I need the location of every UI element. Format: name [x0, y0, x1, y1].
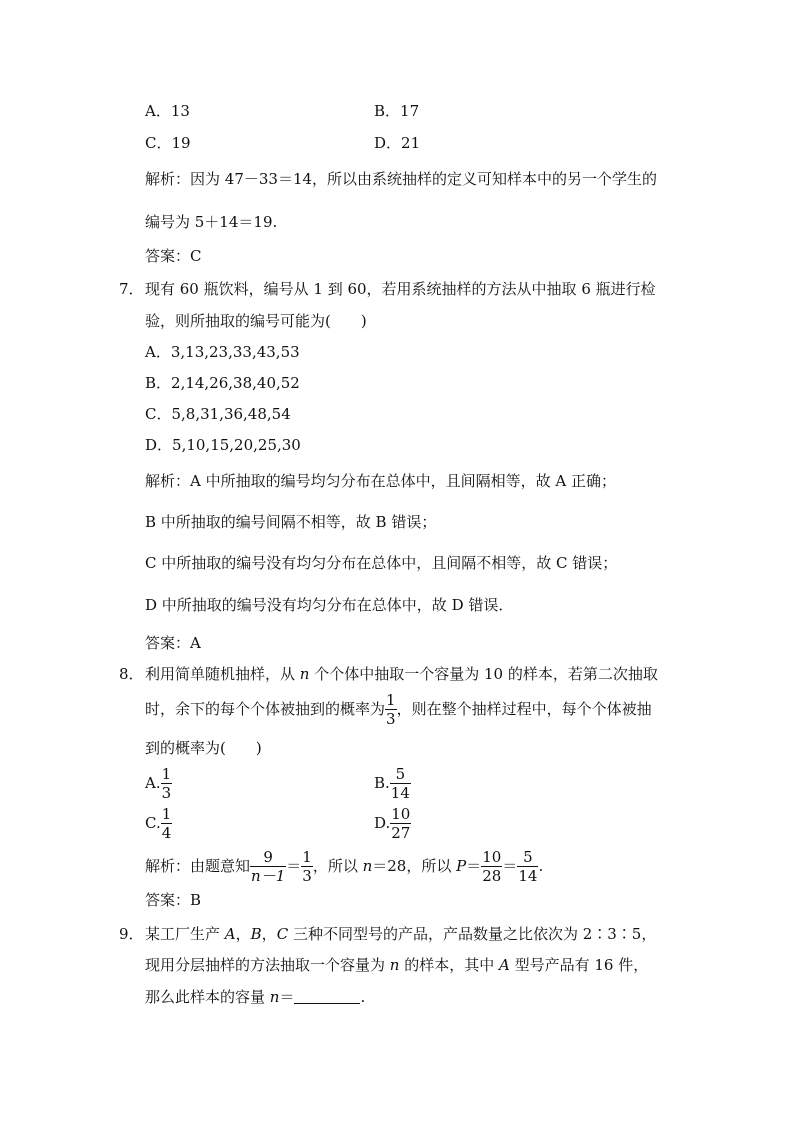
q6-answer: 答案：C — [145, 247, 202, 265]
q8-analysis-fraction-4 — [517, 849, 538, 884]
fraction-numerator: 10 — [482, 848, 502, 866]
q9-var-b: B — [250, 925, 262, 943]
q7-analysis-line2: B 中所抽取的编号间隔不相等，故 B 错误； — [145, 513, 437, 531]
q8-var-n: n — [299, 665, 310, 683]
q7-stem-line2: 验，则所抽取的编号可能为( ) — [145, 312, 367, 330]
q9-text: 现用分层抽样的方法抽取一个容量为 — [145, 956, 390, 974]
fraction-denominator: 3 — [302, 866, 312, 885]
q7-stem-line1: 现有 60 瓶饮料，编号从 1 到 60，若用系统抽样的方法从中抽取 6 瓶进行检 — [145, 280, 656, 298]
q8-answer: 答案：B — [145, 891, 202, 909]
fraction-denominator: n－1 — [251, 866, 286, 885]
equals-sign: ＝ — [502, 857, 518, 875]
q9-number: 9． — [119, 925, 144, 943]
q7-analysis-label: 解析： — [145, 472, 191, 490]
fraction-denominator: 4 — [161, 823, 172, 842]
q8-analysis-fraction-1 — [250, 849, 286, 884]
q8-stem-text: 利用简单随机抽样，从 — [145, 665, 300, 683]
q9-line3 — [145, 989, 365, 1005]
q6-analysis-line1 — [145, 172, 657, 187]
q7-option-c: C．5,8,31,36,48,54 — [145, 405, 291, 423]
q9-text: 某工厂生产 — [145, 925, 225, 943]
fraction-denominator: 27 — [391, 823, 411, 842]
q9-text: 型号产品有 16 件， — [509, 956, 649, 974]
q8-stem-line1 — [145, 667, 658, 682]
q9-var-n: n — [269, 988, 280, 1006]
fraction-denominator: 28 — [482, 866, 502, 885]
q8-analysis-text: ＝28，所以 — [372, 857, 457, 875]
q8-analysis-fraction-3 — [481, 849, 502, 884]
fraction-denominator: 14 — [390, 783, 410, 802]
q7-analysis-line4: D 中所抽取的编号没有均匀分布在总体中，故 D 错误． — [145, 596, 514, 614]
q6-option-b: B．17 — [374, 102, 420, 120]
q7-analysis-line3: C 中所抽取的编号没有均匀分布在总体中，且间隔不相等，故 C 错误； — [145, 554, 618, 572]
q6-option-a: A．13 — [145, 102, 190, 120]
fraction-denominator: 14 — [518, 866, 538, 885]
fraction-numerator: 9 — [263, 848, 273, 866]
fraction-numerator: 1 — [161, 765, 172, 783]
period: . — [360, 988, 366, 1006]
q6-option-d: D．21 — [374, 134, 421, 152]
q8-analysis-text: 由题意知 — [190, 857, 251, 875]
q8-analysis-fraction-2 — [301, 849, 313, 884]
q9-var-n: n — [389, 956, 400, 974]
q7-number: 7． — [119, 280, 144, 298]
q8-option-d — [374, 806, 411, 841]
q7-option-b: B．2,14,26,38,40,52 — [145, 374, 300, 392]
q9-line2 — [145, 958, 648, 973]
q8-stem-line2 — [145, 692, 652, 727]
q8-stem-line3: 到的概率为( ) — [145, 739, 262, 757]
fraction-numerator: 5 — [523, 848, 533, 866]
period: . — [538, 857, 544, 875]
option-label: B. — [374, 774, 390, 792]
q8-option-b-fraction — [390, 766, 411, 801]
q8-stem-text: 时，余下的每个个体被抽到的概率为 — [145, 700, 386, 718]
q9-var-a: A — [224, 925, 236, 943]
q8-option-a-fraction — [161, 766, 173, 801]
q6-analysis-text1: 因为 47－33＝14，所以由系统抽样的定义可知样本中的另一个学生的 — [190, 170, 658, 188]
q9-var-c: C — [276, 925, 289, 943]
q9-text: ， — [261, 925, 277, 943]
equals-sign: ＝ — [286, 857, 302, 875]
option-label: C. — [145, 814, 161, 832]
q8-stem-text: ，则在整个抽样过程中，每个个体被抽 — [396, 700, 652, 718]
q7-option-d: D．5,10,15,20,25,30 — [145, 436, 301, 454]
q8-option-a — [145, 766, 172, 801]
q8-stem-text: 个个体中抽取一个容量为 10 的样本，若第二次抽取 — [309, 665, 658, 683]
q8-analysis-text: ，所以 — [312, 857, 363, 875]
q8-option-d-fraction — [390, 806, 411, 841]
fraction-numerator: 5 — [395, 765, 406, 783]
q8-var-p: P — [456, 857, 467, 875]
q6-option-c: C．19 — [145, 134, 191, 152]
q8-analysis — [145, 849, 543, 884]
fraction-numerator: 1 — [386, 691, 396, 709]
equals-sign: ＝ — [466, 857, 482, 875]
q7-answer: 答案：A — [145, 634, 201, 652]
answer-blank — [294, 989, 360, 1004]
fraction-numerator: 1 — [302, 848, 312, 866]
option-label: D. — [374, 814, 391, 832]
q7-option-a: A．3,13,23,33,43,53 — [145, 343, 300, 361]
q8-number: 8． — [119, 665, 144, 683]
fraction-denominator: 3 — [161, 783, 172, 802]
q8-analysis-label: 解析： — [145, 857, 191, 875]
q8-stem-fraction — [385, 692, 397, 727]
q6-analysis-line2: 编号为 5＋14＝19. — [145, 213, 278, 231]
q9-text: ＝ — [279, 988, 295, 1006]
q9-text: 三种不同型号的产品，产品数量之比依次为 2∶3∶5， — [288, 925, 657, 943]
q9-text: 的样本，其中 — [399, 956, 499, 974]
q7-analysis-line1 — [145, 474, 616, 489]
option-label: A. — [145, 774, 161, 792]
q7-analysis-text1: A 中所抽取的编号均匀分布在总体中，且间隔相等，故 A 正确； — [190, 472, 616, 490]
q8-var-n: n — [362, 857, 373, 875]
q8-option-c — [145, 806, 172, 841]
q9-var-a: A — [499, 956, 510, 974]
q8-option-c-fraction — [161, 806, 173, 841]
q6-analysis-label: 解析： — [145, 170, 191, 188]
q9-text: ， — [235, 925, 251, 943]
fraction-numerator: 10 — [391, 805, 411, 823]
q8-option-b — [374, 766, 411, 801]
q9-text: 那么此样本的容量 — [145, 988, 270, 1006]
fraction-denominator: 3 — [386, 709, 396, 728]
fraction-numerator: 1 — [161, 805, 172, 823]
q9-line1 — [145, 927, 656, 942]
